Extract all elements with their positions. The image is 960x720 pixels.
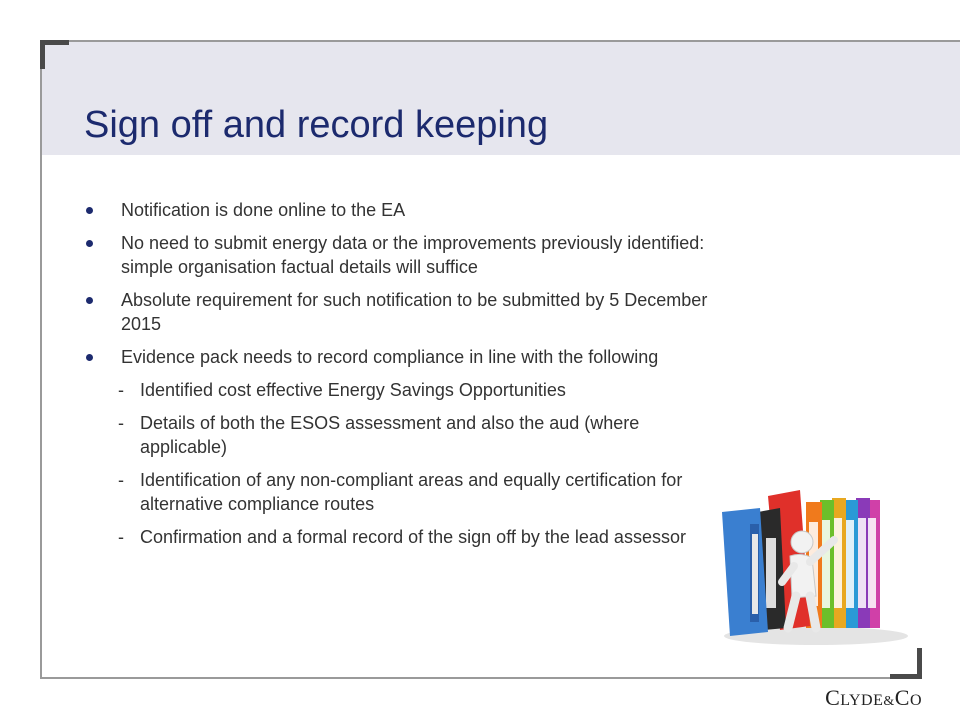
sub-bullet-text: Identified cost effective Energy Savings Opportunities	[140, 380, 566, 400]
spine-label	[868, 518, 876, 608]
spine-label	[752, 534, 758, 614]
slide-content	[80, 198, 720, 558]
spine-label	[766, 538, 776, 608]
sub-bullet-marker: -	[118, 413, 124, 433]
frame-left-line	[40, 40, 42, 679]
slide-title: Sign off and record keeping	[84, 104, 549, 146]
figure-leg	[810, 596, 816, 628]
spine-label	[834, 518, 842, 608]
bullet-item	[80, 231, 720, 279]
sub-bullet-item	[80, 411, 720, 459]
bullet-item	[80, 345, 720, 369]
sub-bullet-marker: -	[118, 527, 124, 547]
binders-with-figure-icon	[716, 478, 916, 648]
bullet-item	[80, 198, 720, 222]
logo-letters: LYDE	[840, 692, 884, 709]
corner-bracket-top-left-vertical	[40, 40, 45, 69]
sub-bullet-text: Identification of any non-compliant areas and equally certification for alternative compliance routes	[140, 470, 683, 514]
figure-head	[791, 531, 813, 553]
binder-blue	[722, 508, 768, 636]
bullet-text: Notification is done online to the EA	[121, 200, 406, 220]
sub-bullet-item	[80, 468, 720, 516]
bullet-dot-icon	[86, 297, 93, 304]
bullet-text: Absolute requirement for such notification to be submitted by 5 December 2015	[121, 290, 708, 334]
logo-letters: O	[909, 692, 922, 709]
bullet-dot-icon	[86, 354, 93, 361]
logo-ampersand: &	[883, 694, 895, 709]
frame-bottom-line	[40, 677, 920, 679]
logo-letter: C	[825, 685, 841, 710]
sub-bullet-marker: -	[118, 470, 124, 490]
spine-label	[822, 520, 830, 608]
logo-letter: C	[894, 685, 910, 710]
clyde-co-logo	[825, 685, 922, 711]
bullet-text: Evidence pack needs to record compliance in line with the following	[121, 347, 659, 367]
spine-label	[846, 520, 854, 608]
frame-top-line	[40, 40, 960, 42]
bullet-text: No need to submit energy data or the improvements previously identified: simple organisation factual details will suffice	[121, 233, 705, 277]
sub-bullet-item	[80, 378, 720, 402]
bullet-dot-icon	[86, 207, 93, 214]
sub-bullet-marker: -	[118, 380, 124, 400]
bullet-dot-icon	[86, 240, 93, 247]
sub-bullet-text: Confirmation and a formal record of the sign off by the lead assessor	[140, 527, 686, 547]
corner-bracket-bottom-right-vertical	[917, 648, 922, 679]
spine-label	[858, 518, 866, 608]
sub-bullet-item	[80, 525, 720, 549]
sub-bullet-text: Details of both the ESOS assessment and also the aud (where applicable)	[140, 413, 640, 457]
bullet-item	[80, 288, 720, 336]
